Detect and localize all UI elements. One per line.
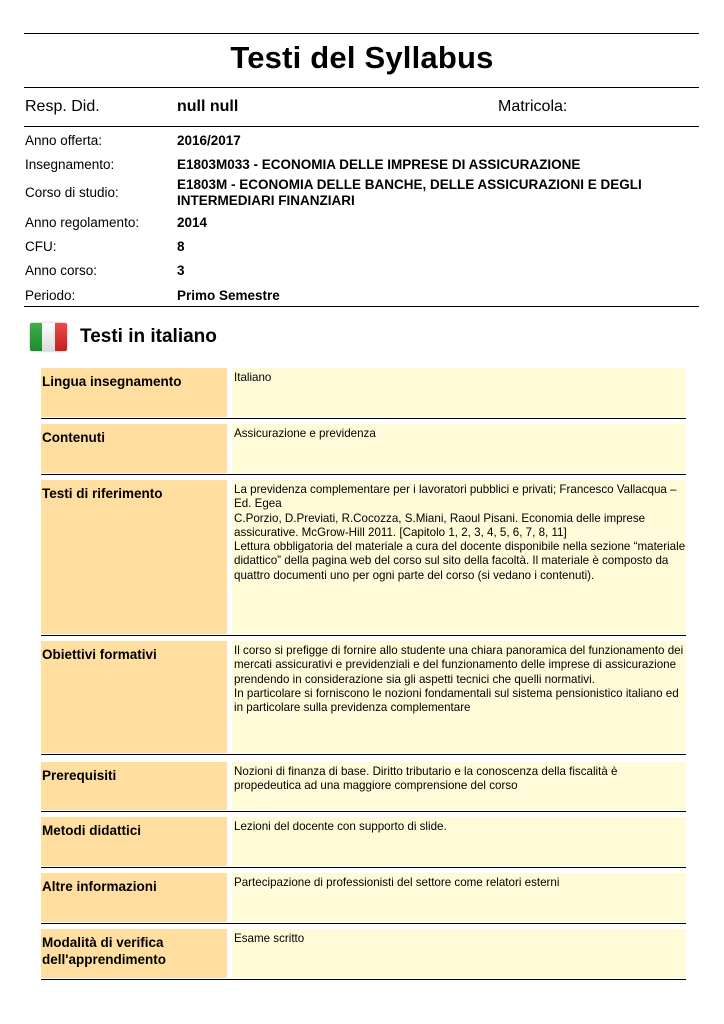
- info-rule: [24, 306, 699, 307]
- section-text: Italiano: [232, 368, 686, 417]
- section-label: Testi di riferimento: [41, 480, 227, 634]
- info-key: Corso di studio:: [25, 185, 119, 200]
- page-title: Testi del Syllabus: [230, 40, 494, 75]
- section-modalita-di-verifica: [41, 929, 686, 978]
- info-value: 3: [177, 263, 185, 278]
- info-value: 2014: [177, 215, 208, 230]
- section-testi-di-riferimento: [41, 480, 686, 634]
- italian-flag-icon: [30, 323, 67, 351]
- section-contenuti: [41, 424, 686, 473]
- section-label: Contenuti: [41, 424, 227, 473]
- info-value: E1803M - ECONOMIA DELLE BANCHE, DELLE ASSICURAZIONI E DEGLI INTERMEDIARI FINANZIARI: [177, 177, 642, 208]
- section-text: Esame scritto: [232, 929, 686, 978]
- info-key: Anno regolamento:: [25, 215, 140, 230]
- section-text: Il corso si prefigge di fornire allo studente una chiara panoramica del funzionamento dei mercati assicurativi e previdenziali e del funzionamento delle imprese di assicurazione prendendo in considerazione sia gli aspetti tecnici che quelli normativi. In particolare si forniscono le nozioni fondamentali sul sistema pensionistico italiano ed in particolare sulla previdenza complementare: [232, 641, 686, 753]
- info-value: Primo Semestre: [177, 288, 280, 303]
- info-key: Anno offerta:: [25, 133, 103, 148]
- section-text: Assicurazione e previdenza: [232, 424, 686, 473]
- section-label: Lingua insegnamento: [41, 368, 227, 417]
- section-text: La previdenza complementare per i lavoratori pubblici e privati; Francesco Vallacqua – Ed. Egea C.Porzio, D.Previati, R.Cocozza, S.Miani, Raoul Pisani. Economia delle imprese assicurative. McGrow-Hill 2011. [Capitolo 1, 2, 3, 4, 5, 6, 7, 8, 11] Lettura obbligatoria del materiale a cura del docente disponibile nella sezione “materiale didattico” della pagina web del corso sul sito della facoltà. Il materiale è composto da quattro documenti uno per ogni parte del corso (si vedano i contenuti).: [232, 480, 686, 634]
- section-title: Testi in italiano: [80, 326, 217, 347]
- section-text: Partecipazione di professionisti del settore come relatori esterni: [232, 873, 686, 922]
- top-rule: [24, 33, 699, 34]
- resp-value: null null: [177, 98, 239, 115]
- section-prerequisiti: [41, 762, 686, 810]
- section-text: Lezioni del docente con supporto di slide.: [232, 817, 686, 866]
- section-label: Modalità di verifica dell'apprendimento: [41, 929, 227, 978]
- resp-label: Resp. Did.: [25, 98, 100, 115]
- info-value: E1803M033 - ECONOMIA DELLE IMPRESE DI ASSICURAZIONE: [177, 157, 581, 172]
- info-value: 2016/2017: [177, 133, 241, 148]
- info-key: CFU:: [25, 239, 57, 254]
- info-key: Periodo:: [25, 288, 76, 303]
- section-lingua-insegnamento: [41, 368, 686, 417]
- section-label: Altre informazioni: [41, 873, 227, 922]
- section-text: Nozioni di finanza di base. Diritto tributario e la conoscenza della fiscalità è propedeutica ad una maggiore comprensione del corso: [232, 762, 686, 810]
- resp-rule: [24, 126, 699, 127]
- info-key: Insegnamento:: [25, 157, 115, 172]
- section-label: Metodi didattici: [41, 817, 227, 866]
- section-label: Obiettivi formativi: [41, 641, 227, 753]
- info-key: Anno corso:: [25, 263, 98, 278]
- section-obiettivi-formativi: [41, 641, 686, 753]
- info-value: 8: [177, 239, 185, 254]
- section-altre-informazioni: [41, 873, 686, 922]
- section-metodi-didattici: [41, 817, 686, 866]
- section-label: Prerequisiti: [41, 762, 227, 810]
- title-rule: [24, 87, 699, 88]
- matricola-label: Matricola:: [498, 98, 568, 115]
